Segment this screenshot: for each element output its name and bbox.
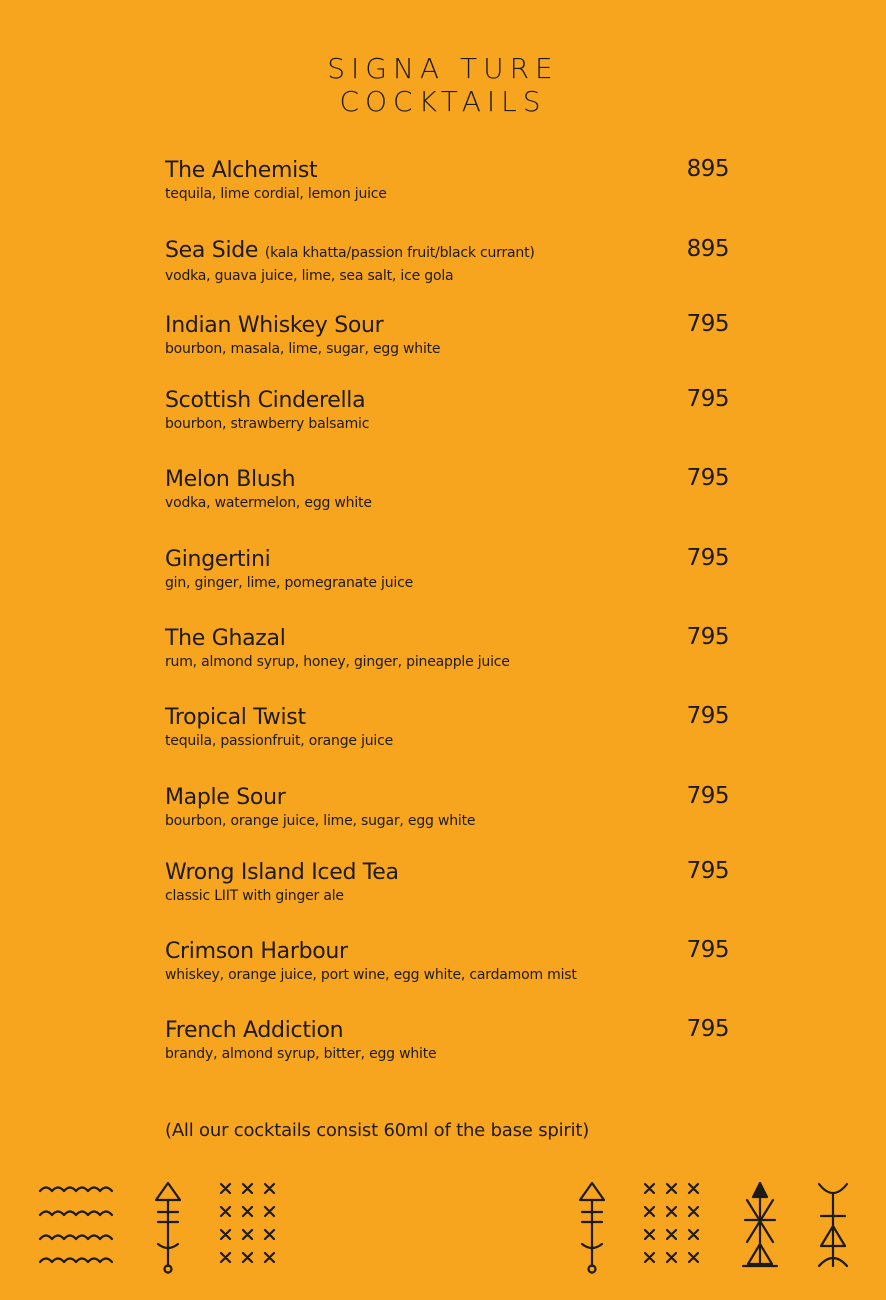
menu-item bbox=[165, 467, 735, 512]
item-price: 795 bbox=[686, 783, 729, 809]
item-price: 795 bbox=[686, 624, 729, 650]
menu-item bbox=[165, 626, 735, 671]
item-name: Crimson Harbour bbox=[165, 939, 348, 964]
item-description: gin, ginger, lime, pomegranate juice bbox=[165, 575, 413, 591]
item-description: vodka, guava juice, lime, sea salt, ice gola bbox=[165, 268, 454, 284]
item-description: tequila, passionfruit, orange juice bbox=[165, 733, 394, 749]
footnote: (All our cocktails consist 60ml of the base spirit) bbox=[165, 1120, 590, 1141]
menu-item bbox=[165, 547, 735, 592]
title-line-1: SIGNA TURE bbox=[327, 52, 559, 85]
item-description: bourbon, orange juice, lime, sugar, egg white bbox=[165, 813, 476, 829]
menu-item bbox=[165, 313, 735, 358]
menu-item bbox=[165, 238, 735, 285]
item-description: vodka, watermelon, egg white bbox=[165, 495, 372, 511]
item-name: The Ghazal bbox=[165, 626, 286, 651]
title-line-2: COCKTAILS bbox=[339, 85, 547, 118]
item-description: rum, almond syrup, honey, ginger, pineapple juice bbox=[165, 654, 510, 670]
item-description: bourbon, strawberry balsamic bbox=[165, 416, 370, 432]
arrow-totem-icon bbox=[580, 1183, 604, 1273]
cross-grid-icon bbox=[645, 1184, 698, 1262]
page-title bbox=[0, 52, 886, 118]
item-name: French Addiction bbox=[165, 1018, 344, 1043]
item-name: Melon Blush bbox=[165, 467, 296, 492]
menu-item bbox=[165, 705, 735, 750]
item-name: Gingertini bbox=[165, 547, 271, 572]
menu-item bbox=[165, 388, 735, 433]
item-name: Tropical Twist bbox=[165, 705, 306, 730]
arrow-totem-icon bbox=[156, 1183, 180, 1273]
cross-grid-icon bbox=[221, 1184, 274, 1262]
item-name: Indian Whiskey Sour bbox=[165, 313, 384, 338]
item-price: 795 bbox=[686, 1016, 729, 1042]
item-name: The Alchemist bbox=[165, 158, 318, 183]
item-price: 895 bbox=[686, 156, 729, 182]
item-price: 795 bbox=[686, 858, 729, 884]
item-name: Wrong Island Iced Tea bbox=[165, 860, 399, 885]
decorative-border bbox=[0, 1170, 886, 1280]
menu-item bbox=[165, 939, 735, 984]
item-name: Sea Side bbox=[165, 238, 259, 263]
item-description: brandy, almond syrup, bitter, egg white bbox=[165, 1046, 437, 1062]
item-description: bourbon, masala, lime, sugar, egg white bbox=[165, 341, 441, 357]
item-price: 895 bbox=[686, 236, 729, 262]
item-price: 795 bbox=[686, 386, 729, 412]
fork-totem-icon bbox=[819, 1184, 847, 1266]
menu-item bbox=[165, 860, 735, 905]
item-price: 795 bbox=[686, 311, 729, 337]
item-name: Maple Sour bbox=[165, 785, 286, 810]
hourglass-totem-icon bbox=[743, 1183, 777, 1266]
menu-item bbox=[165, 158, 735, 203]
menu-item bbox=[165, 785, 735, 830]
item-description: tequila, lime cordial, lemon juice bbox=[165, 186, 387, 202]
item-price: 795 bbox=[686, 465, 729, 491]
item-note: (kala khatta/passion fruit/black currant) bbox=[264, 245, 535, 261]
item-price: 795 bbox=[686, 937, 729, 963]
item-name: Scottish Cinderella bbox=[165, 388, 366, 413]
item-price: 795 bbox=[686, 545, 729, 571]
wave-pattern-icon bbox=[40, 1188, 112, 1263]
item-description: whiskey, orange juice, port wine, egg white, cardamom mist bbox=[165, 967, 577, 983]
menu-item bbox=[165, 1018, 735, 1063]
item-price: 795 bbox=[686, 703, 729, 729]
item-description: classic LIIT with ginger ale bbox=[165, 888, 344, 904]
